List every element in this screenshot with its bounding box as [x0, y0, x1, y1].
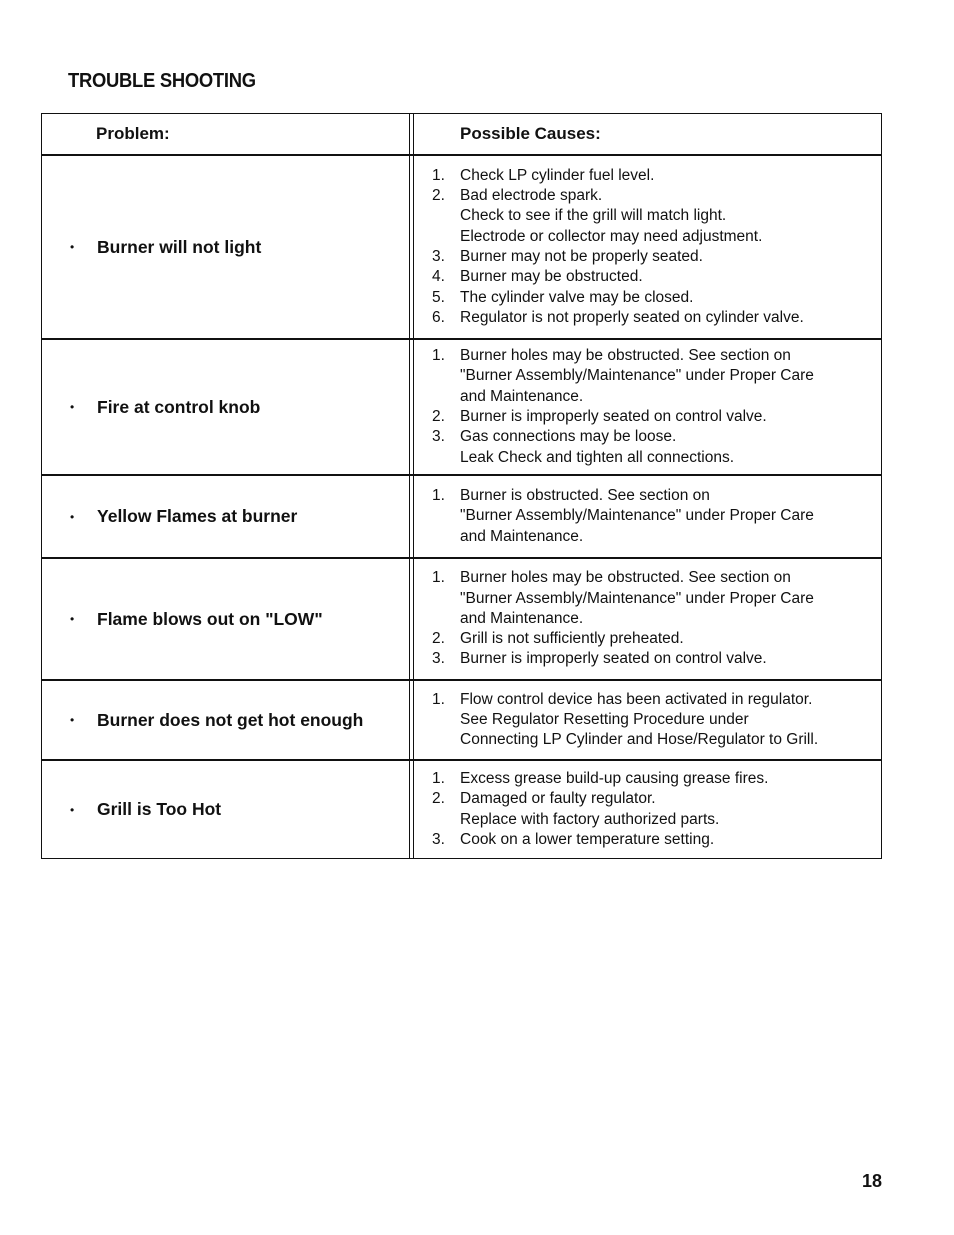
cause-item — [414, 346, 881, 407]
cause-number: 1. — [432, 690, 445, 708]
cause-item — [414, 568, 881, 629]
cause-line: Burner is obstructed. See section on — [460, 487, 710, 505]
bullet-icon: • — [70, 802, 75, 817]
causes-cell — [414, 156, 881, 338]
cause-item — [414, 308, 881, 328]
cause-number: 1. — [432, 769, 445, 787]
cause-number: 4. — [432, 268, 445, 286]
page-title: TROUBLE SHOOTING — [68, 70, 256, 92]
cause-line: Burner is improperly seated on control valve. — [460, 408, 767, 425]
cause-text — [460, 346, 881, 407]
cause-text — [460, 247, 881, 267]
cause-line: and Maintenance. — [460, 609, 584, 627]
cause-item — [414, 830, 881, 850]
bullet-icon: • — [70, 240, 75, 254]
problem-cell — [42, 476, 410, 557]
causes-cell — [414, 559, 881, 679]
cause-line: Gas connections may be loose. — [460, 428, 677, 446]
cause-line: Leak Check and tighten all connections. — [460, 448, 735, 466]
cause-line: Damaged or faulty regulator. — [460, 790, 656, 808]
table-row — [42, 759, 881, 858]
cause-number: 5. — [432, 288, 445, 306]
cause-item — [414, 166, 881, 186]
cause-line: Grill is not sufficiently preheated. — [460, 630, 684, 648]
cause-line: See Regulator Resetting Procedure under — [460, 710, 749, 728]
cause-item — [414, 427, 881, 468]
cause-item — [414, 486, 881, 547]
problem-text: Fire at control knob — [97, 396, 261, 417]
cause-number: 1. — [432, 166, 445, 184]
causes-cell — [414, 476, 881, 557]
cause-text — [460, 308, 881, 328]
cause-line: The cylinder valve may be closed. — [460, 288, 694, 306]
cause-number: 2. — [432, 187, 445, 205]
cause-text — [460, 186, 881, 247]
bullet-icon: • — [70, 612, 75, 626]
cause-number: 2. — [432, 790, 445, 808]
cause-number: 1. — [432, 347, 445, 365]
causes-list — [414, 166, 881, 328]
cause-line: Burner may not be properly seated. — [460, 248, 703, 265]
problem-cell — [42, 340, 410, 474]
table-row — [42, 154, 881, 338]
problem-text: Flame blows out on "LOW" — [97, 608, 323, 629]
cause-line: Electrode or collector may need adjustment. — [460, 227, 763, 245]
table-row — [42, 474, 881, 557]
cause-line: and Maintenance. — [460, 387, 584, 405]
causes-list — [414, 690, 881, 751]
cause-item — [414, 288, 881, 308]
problem-text: Burner does not get hot enough — [97, 709, 364, 730]
causes-cell — [414, 761, 881, 858]
bullet-icon: • — [70, 400, 75, 414]
cause-number: 1. — [432, 487, 445, 505]
table-body — [42, 154, 881, 858]
causes-column-header — [414, 114, 881, 154]
cause-item — [414, 407, 881, 427]
causes-list — [414, 769, 881, 850]
cause-number: 2. — [432, 630, 445, 648]
causes-header-label: Possible Causes: — [460, 124, 601, 143]
cause-line: Cook on a lower temperature setting. — [460, 830, 715, 848]
cause-line: and Maintenance. — [460, 527, 584, 545]
table-header-row — [42, 114, 881, 154]
problem-text: Yellow Flames at burner — [97, 506, 298, 526]
cause-line: Regulator is not properly seated on cylinder valve. — [460, 308, 804, 326]
cause-text — [460, 166, 881, 186]
cause-line: Connecting LP Cylinder and Hose/Regulator to Grill. — [460, 731, 819, 749]
cause-number: 6. — [432, 308, 445, 326]
cause-line: Bad electrode spark. — [460, 187, 603, 205]
bullet-icon: • — [70, 509, 75, 524]
cause-line: Check to see if the grill will match light. — [460, 207, 727, 225]
problem-text: Grill is Too Hot — [97, 799, 222, 819]
cause-item — [414, 769, 881, 789]
cause-text — [460, 267, 881, 287]
cause-line: Burner holes may be obstructed. See section on — [460, 569, 791, 587]
causes-cell — [414, 340, 881, 474]
cause-line: Burner holes may be obstructed. See section on — [460, 347, 791, 365]
cause-text — [460, 568, 881, 629]
table-row — [42, 557, 881, 679]
cause-line: "Burner Assembly/Maintenance" under Proper Care — [460, 589, 814, 607]
cause-line: "Burner Assembly/Maintenance" under Proper Care — [460, 367, 814, 385]
problem-header-label: Problem: — [96, 124, 170, 143]
cause-text — [460, 407, 881, 427]
troubleshooting-table — [41, 113, 882, 859]
cause-text — [460, 830, 881, 850]
cause-line: Excess grease build-up causing grease fires. — [460, 769, 769, 787]
causes-list — [414, 486, 881, 547]
cause-item — [414, 629, 881, 649]
problem-cell — [42, 681, 410, 759]
problem-column-header — [42, 114, 410, 154]
cause-text — [460, 769, 881, 789]
cause-text — [460, 690, 881, 751]
cause-item — [414, 690, 881, 751]
cause-item — [414, 267, 881, 287]
problem-cell — [42, 761, 410, 858]
table-row — [42, 679, 881, 759]
problem-cell — [42, 156, 410, 338]
cause-text — [460, 629, 881, 649]
cause-number: 3. — [432, 830, 445, 848]
problem-text: Burner will not light — [97, 236, 262, 257]
cause-text — [460, 649, 881, 669]
cause-line: Burner is improperly seated on control valve. — [460, 650, 767, 668]
cause-number: 3. — [432, 248, 445, 265]
cause-line: Flow control device has been activated in regulator. — [460, 690, 813, 708]
cause-number: 1. — [432, 569, 445, 587]
cause-line: Burner may be obstructed. — [460, 268, 643, 286]
cause-item — [414, 649, 881, 669]
cause-number: 2. — [432, 408, 445, 425]
causes-list — [414, 568, 881, 669]
cause-line: "Burner Assembly/Maintenance" under Proper Care — [460, 507, 814, 525]
cause-line: Replace with factory authorized parts. — [460, 810, 720, 828]
cause-number: 3. — [432, 650, 445, 668]
cause-item — [414, 186, 881, 247]
cause-text — [460, 789, 881, 830]
page-number: 18 — [861, 1171, 882, 1191]
cause-item — [414, 789, 881, 830]
cause-number: 3. — [432, 428, 445, 446]
bullet-icon: • — [70, 713, 75, 727]
cause-item — [414, 247, 881, 267]
cause-text — [460, 288, 881, 308]
causes-list — [414, 346, 881, 468]
table-row — [42, 338, 881, 474]
cause-line: Check LP cylinder fuel level. — [460, 166, 655, 184]
causes-cell — [414, 681, 881, 759]
cause-text — [460, 427, 881, 468]
problem-cell — [42, 559, 410, 679]
cause-text — [460, 486, 881, 547]
